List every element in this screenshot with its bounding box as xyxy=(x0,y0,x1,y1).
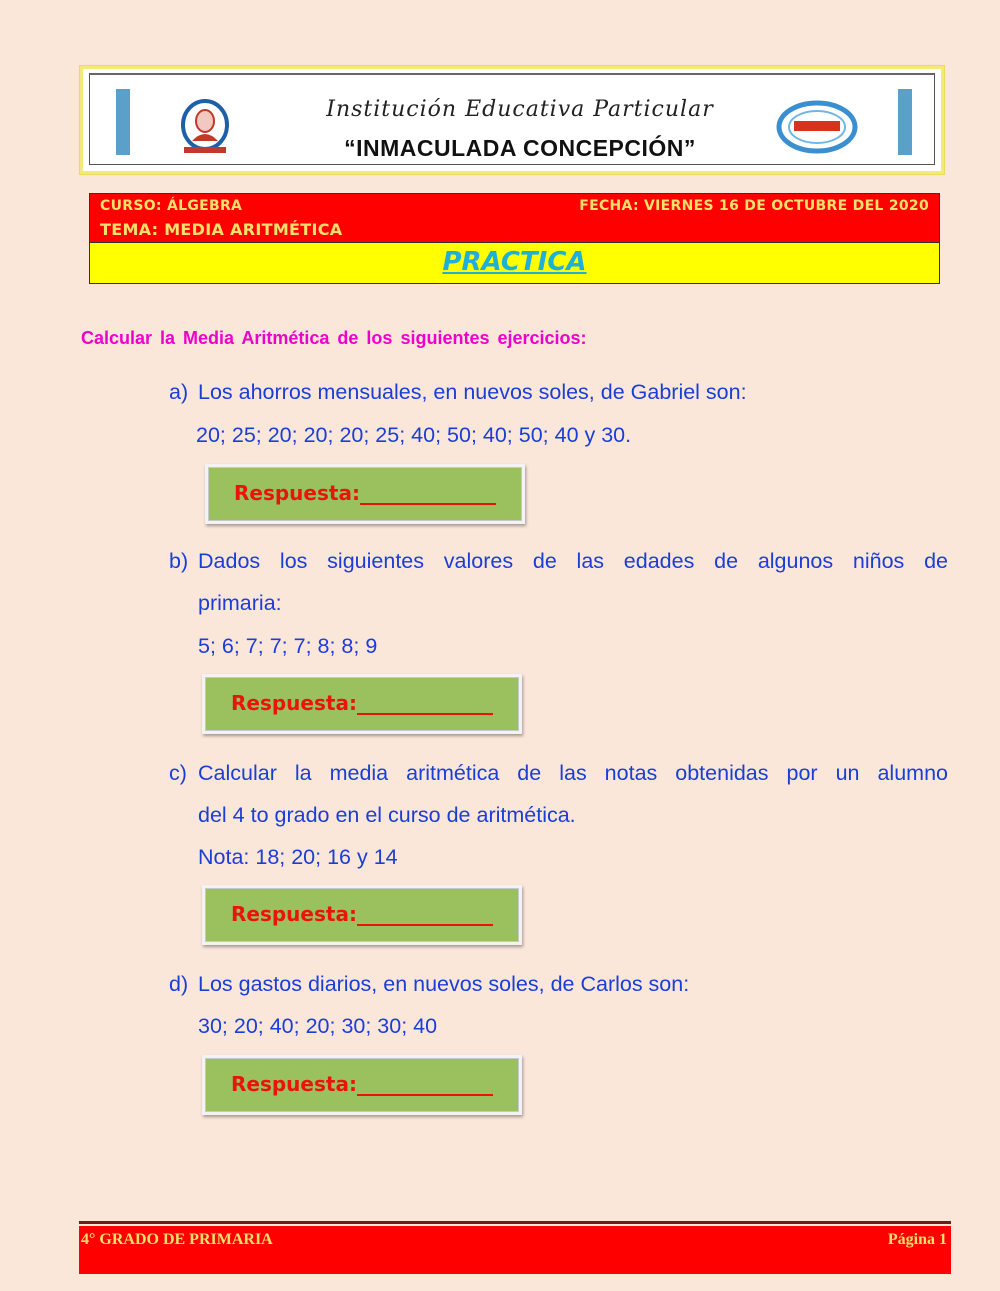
answer-box-b[interactable] xyxy=(202,674,522,734)
answer-box-a[interactable] xyxy=(205,464,525,524)
course-label: CURSO: ÁLGEBRA xyxy=(100,198,243,214)
question-a-data: 20; 25; 20; 20; 20; 25; 40; 50; 40; 50; 40 y 30. xyxy=(196,423,632,447)
answer-blank-line xyxy=(357,713,493,715)
question-c-text-line2: del 4 to grado en el curso de aritmética. xyxy=(198,803,576,827)
question-a-text: Los ahorros mensuales, en nuevos soles, de Gabriel son: xyxy=(198,380,747,404)
institution-name: “INMACULADA CONCEPCIÓN” xyxy=(344,135,696,161)
answer-blank-line xyxy=(357,924,493,926)
education-seal-logo xyxy=(772,97,862,157)
answer-label: Respuesta: xyxy=(231,691,357,715)
answer-blank-line xyxy=(360,503,496,505)
practice-title-box xyxy=(89,243,940,284)
question-d-text: Los gastos diarios, en nuevos soles, de Carlos son: xyxy=(198,972,690,996)
answer-box-d[interactable] xyxy=(202,1055,522,1115)
school-header-inner xyxy=(89,73,935,165)
footer-divider xyxy=(79,1221,951,1224)
question-c-letter: c) xyxy=(169,761,187,785)
question-b-text-line2: primaria: xyxy=(198,591,282,615)
question-b-letter: b) xyxy=(169,549,189,573)
question-c-data: Nota: 18; 20; 16 y 14 xyxy=(198,845,398,869)
header-right-bar xyxy=(898,89,912,155)
question-b-text-line1: Dados los siguientes valores de las edades de algunos niños de xyxy=(198,549,948,573)
page-footer xyxy=(79,1226,951,1274)
school-crest-logo xyxy=(170,97,240,157)
header-left-bar xyxy=(116,89,130,155)
question-a-letter: a) xyxy=(169,380,189,404)
topic-label: TEMA: MEDIA ARITMÉTICA xyxy=(100,220,343,239)
answer-blank-line xyxy=(357,1094,493,1096)
course-info-box xyxy=(89,193,940,243)
footer-page-number: Página 1 xyxy=(887,1231,947,1248)
school-header xyxy=(80,66,944,174)
institution-subtitle: Institución Educativa Particular xyxy=(326,97,714,122)
question-d-data: 30; 20; 40; 20; 30; 30; 40 xyxy=(198,1014,438,1038)
answer-label: Respuesta: xyxy=(231,1072,357,1096)
footer-grade: 4° GRADO DE PRIMARIA xyxy=(81,1231,273,1248)
question-b-data: 5; 6; 7; 7; 7; 8; 8; 9 xyxy=(198,634,378,658)
date-label: FECHA: VIERNES 16 DE OCTUBRE DEL 2020 xyxy=(579,198,929,214)
instruction-text: Calcular la Media Aritmética de los siguientes ejercicios: xyxy=(81,328,587,348)
question-c-text-line1: Calcular la media aritmética de las notas obtenidas por un alumno xyxy=(198,761,948,785)
answer-label: Respuesta: xyxy=(234,481,360,505)
answer-box-c[interactable] xyxy=(202,885,522,945)
answer-label: Respuesta: xyxy=(231,902,357,926)
question-d-letter: d) xyxy=(169,972,189,996)
practice-title: PRACTICA xyxy=(442,247,587,277)
